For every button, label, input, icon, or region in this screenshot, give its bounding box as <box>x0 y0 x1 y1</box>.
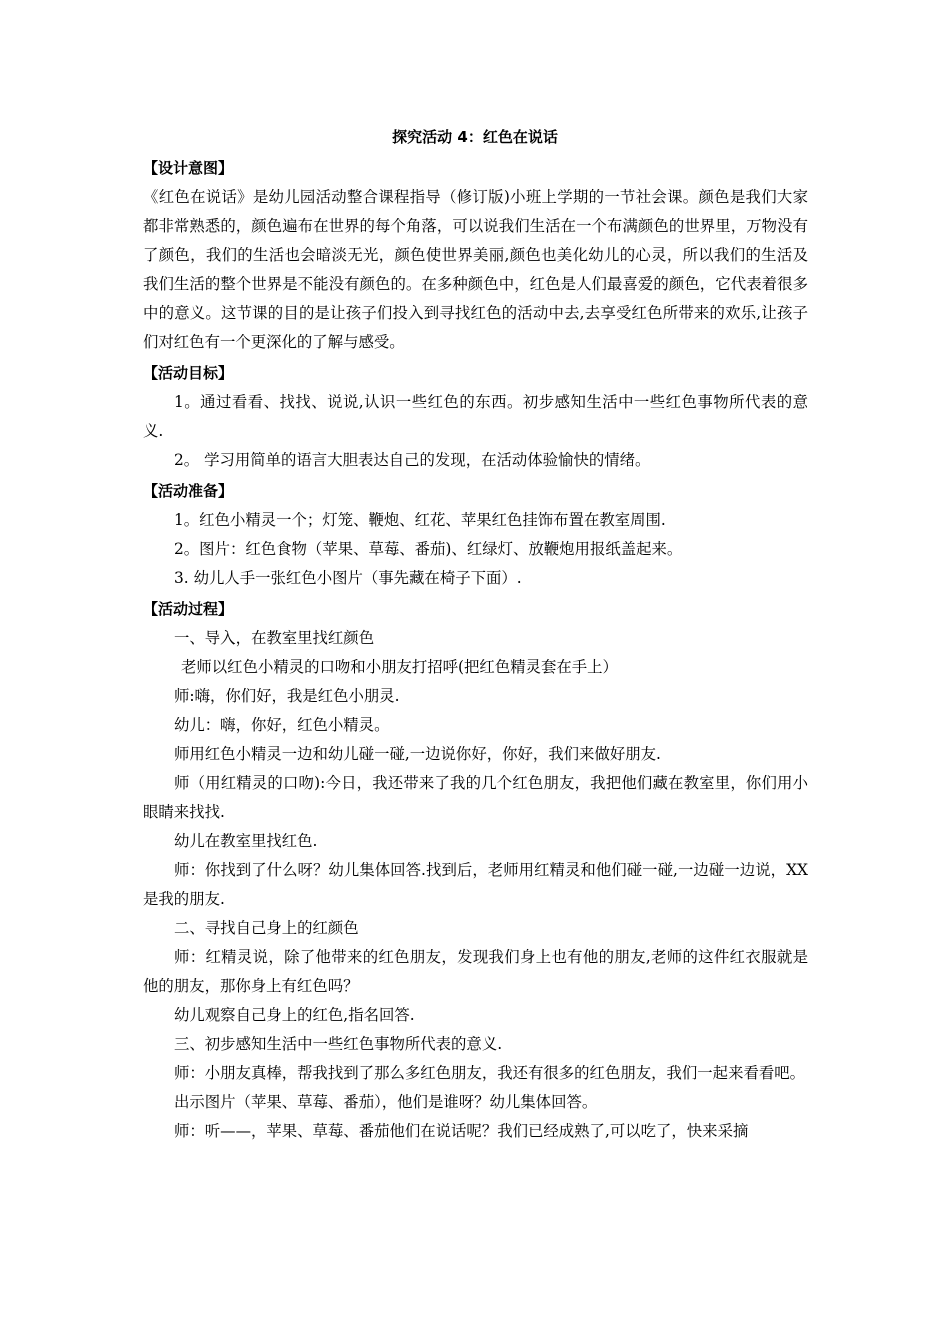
prep-heading: 【活动准备】 <box>143 482 234 500</box>
process-paragraph: 师：红精灵说，除了他带来的红色朋友，发现我们身上也有他的朋友,老师的这件红衣服就是他的朋友，那你身上有红色吗？ <box>143 948 808 995</box>
process-paragraph: 师：小朋友真棒，帮我找到了那么多红色朋友，我还有很多的红色朋友，我们一起来看看吧。 <box>174 1064 806 1082</box>
process-paragraph: 师：你找到了什么呀？幼儿集体回答.找到后，老师用红精灵和他们碰一碰,一边碰一边说，XX 是我的朋友. <box>143 861 808 908</box>
design-heading: 【设计意图】 <box>143 159 234 177</box>
goal-item: 1。通过看看、找找、说说,认识一些红色的东西。初步感知生活中一些红色事物所代表的意义. <box>143 393 808 440</box>
design-text: 《红色在说话》是幼儿园活动整合课程指导（修订版)小班上学期的一节社会课。颜色是我们大家都非常熟悉的，颜色遍布在世界的每个角落，可以说我们生活在一个布满颜色的世界里，万物没有了颜色，我们的生活也会暗淡无光，颜色使世界美丽,颜色也美化幼儿的心灵，所以我们的生活及我们生活的整个世界是不能没有颜色的。在多种颜色中，红色是人们最喜爱的颜色，它代表着很多中的意义。这节课的目的是让孩子们投入到寻找红色的活动中去,去享受红色所带来的欢乐,让孩子们对红色有一个更深化的了解与感受。 <box>143 188 808 351</box>
process-paragraph: 师:嗨，你们好，我是红色小朋灵. <box>174 687 400 705</box>
process-step-heading: 二、寻找自己身上的红颜色 <box>174 919 359 937</box>
process-paragraph: 幼儿：嗨，你好，红色小精灵。 <box>174 716 390 734</box>
process-paragraph: 师用红色小精灵一边和幼儿碰一碰,一边说你好，你好，我们来做好朋友. <box>174 745 661 763</box>
process-step-heading: 三、初步感知生活中一些红色事物所代表的意义. <box>174 1035 503 1053</box>
process-heading: 【活动过程】 <box>143 600 234 618</box>
process-paragraph: 老师以红色小精灵的口吻和小朋友打招呼(把红色精灵套在手上） <box>181 658 618 676</box>
process-paragraph: 师（用红精灵的口吻):今日，我还带来了我的几个红色朋友，我把他们藏在教室里，你们用小眼睛来找找. <box>143 774 808 821</box>
process-paragraph: 出示图片（苹果、草莓、番茄），他们是谁呀？幼儿集体回答。 <box>174 1093 598 1111</box>
process-paragraph: 幼儿观察自己身上的红色,指名回答. <box>174 1006 415 1024</box>
process-paragraph: 师：听——，苹果、草莓、番茄他们在说话呢？我们已经成熟了,可以吃了，快来采摘 <box>174 1122 749 1140</box>
process-paragraph: 幼儿在教室里找红色. <box>174 832 318 850</box>
document-body <box>143 152 808 1146</box>
prep-item: 3. 幼儿人手一张红色小图片（事先藏在椅子下面）. <box>174 569 522 587</box>
process-step-heading: 一、导入，在教室里找红颜色 <box>174 629 375 647</box>
prep-item: 2。图片：红色食物（苹果、草莓、番茄)、红绿灯、放鞭炮用报纸盖起来。 <box>174 540 683 558</box>
goals-heading: 【活动目标】 <box>143 364 234 382</box>
prep-item: 1。红色小精灵一个；灯笼、鞭炮、红花、苹果红色挂饰布置在教室周围. <box>174 511 666 529</box>
document-title: 探究活动 4：红色在说话 <box>392 128 558 146</box>
goal-item: 2。 学习用简单的语言大胆表达自己的发现，在活动体验愉快的情绪。 <box>174 451 651 469</box>
